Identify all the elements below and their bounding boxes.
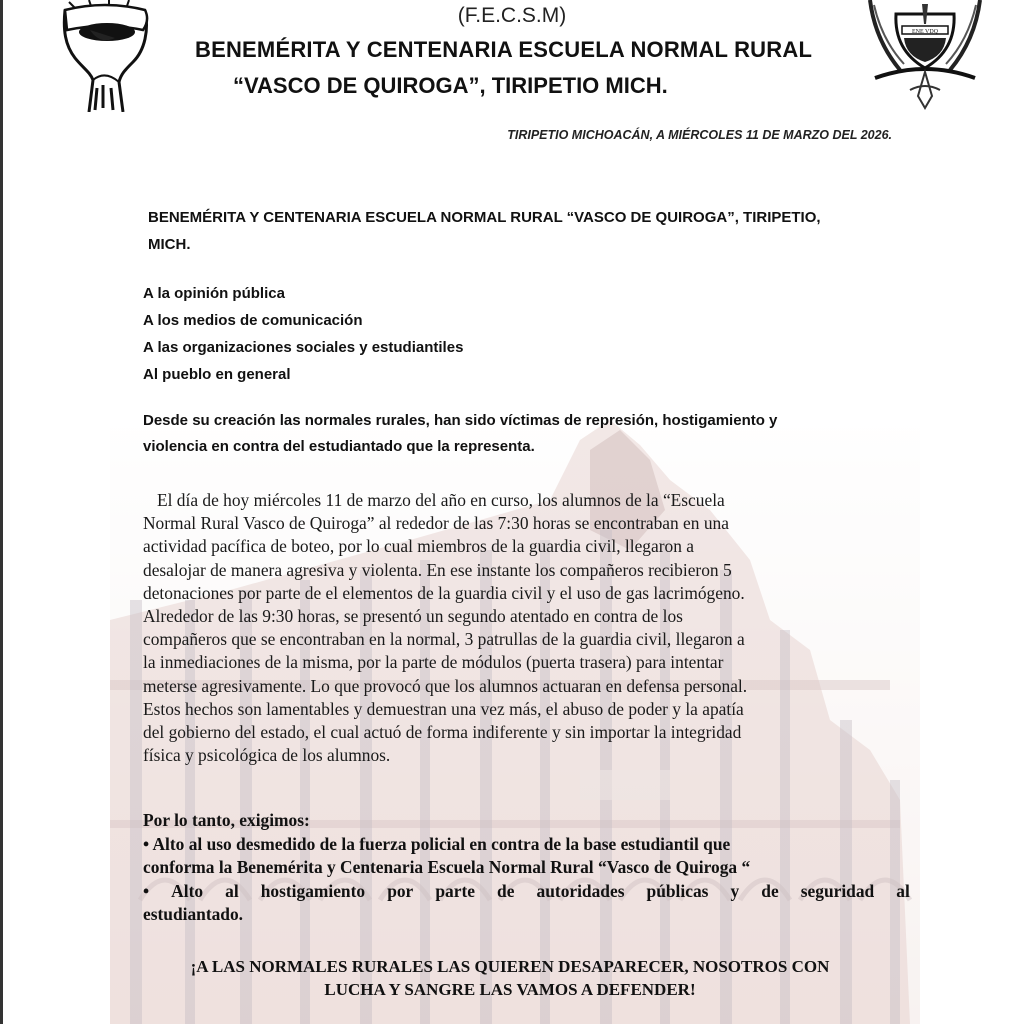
institution-heading	[148, 204, 908, 258]
paragraph-line: detonaciones por parte de el elementos de la guardia civil y el uso de gas lacrimógeno.	[143, 582, 745, 603]
letterhead-title-line2: “VASCO DE QUIROGA”, TIRIPETIO MICH.	[233, 73, 668, 98]
recipient-item: Al pueblo en general	[143, 366, 291, 383]
paragraph-line: Estos hechos son lamentables y demuestran una vez más, el abuso de poder y la apatía	[143, 698, 744, 719]
demand-item-1-line1: • Alto al uso desmedido de la fuerza policial en contra de la base estudiantil que	[143, 833, 731, 854]
demands-section	[143, 809, 910, 927]
word: y	[730, 880, 740, 901]
incident-paragraph	[143, 489, 913, 767]
word: Alto	[171, 880, 204, 901]
paragraph-line: meterse agresivamente. Lo que provocó que los alumnos actuaran en defensa personal.	[143, 675, 748, 696]
demands-heading: Por lo tanto, exigimos:	[143, 810, 310, 830]
recipients-list	[143, 280, 463, 388]
slogan-line2: LUCHA Y SANGRE LAS VAMOS A DEFENDER!	[324, 980, 696, 999]
paragraph-line: compañeros que se encontraban en la normal, 3 patrullas de la guardia civil, llegaron a	[143, 629, 745, 650]
recipient-item: A las organizaciones sociales y estudiantiles	[143, 339, 464, 356]
word: hostigamiento	[260, 880, 366, 901]
demand-item-1-line2: conforma la Benemérita y Centenaria Escuela Normal Rural “Vasco de Quiroga “	[143, 857, 751, 877]
word: al	[896, 880, 910, 901]
word: parte	[435, 880, 475, 901]
recipient-item: A la opinión pública	[143, 285, 285, 302]
word: públicas	[646, 880, 709, 901]
word: al	[225, 880, 239, 901]
institution-heading-line1: BENEMÉRITA Y CENTENARIA ESCUELA NORMAL RURAL “VASCO DE QUIROGA”, TIRIPETIO,	[148, 209, 821, 226]
word: de	[761, 880, 779, 901]
paragraph-line: actividad pacífica de boteo, por lo cual miembros de la guardia civil, llegaron a	[143, 536, 694, 557]
paragraph-line: del gobierno del estado, el cual actuó de forma indiferente y sin importar la integridad	[143, 722, 742, 743]
word: por	[387, 880, 414, 901]
paragraph-line: física y psicológica de los alumnos.	[143, 745, 391, 766]
closing-slogan	[130, 955, 890, 1001]
demand-item-2-line2: estudiantado.	[143, 904, 244, 924]
word: autoridades	[536, 880, 625, 901]
federation-abbreviation: (F.E.C.S.M)	[457, 4, 567, 27]
paragraph-line: Normal Rural Vasco de Quiroga” al rededor de las 7:30 horas se encontraban en una	[143, 513, 729, 534]
word: de	[497, 880, 515, 901]
paragraph-line: la inmediaciones de la misma, por la parte de módulos (puerta trasera) para intentar	[143, 652, 724, 673]
paragraph-line: desalojar de manera agresiva y violenta. En ese instante los compañeros recibieron 5	[143, 559, 732, 580]
word: seguridad	[800, 880, 875, 901]
slogan-line1: ¡A LAS NORMALES RURALES LAS QUIEREN DESAPARECER, NOSOTROS CON	[190, 957, 830, 976]
intro-paragraph	[143, 408, 893, 460]
intro-line2: violencia en contra del estudiantado que la representa.	[143, 438, 535, 455]
crest-text: ENE VDQ	[911, 29, 939, 35]
recipient-item: A los medios de comunicación	[143, 312, 363, 329]
dateline: TIRIPETIO MICHOACÁN, A MIÉRCOLES 11 DE MARZO DEL 2026.	[507, 128, 892, 142]
institution-heading-line2: MICH.	[148, 236, 191, 253]
paragraph-line: El día de hoy miércoles 11 de marzo del año en curso, los alumnos de la “Escuela	[157, 490, 725, 510]
word: •	[143, 880, 150, 901]
letterhead-title-line1: BENEMÉRITA Y CENTENARIA ESCUELA NORMAL RURAL	[195, 37, 813, 62]
intro-line1: Desde su creación las normales rurales, han sido víctimas de represión, hostigamiento y	[143, 412, 778, 429]
paragraph-line: Alrededor de las 9:30 horas, se presentó un segundo atentado en contra de los	[143, 606, 683, 627]
demand-item-2-line1	[143, 880, 910, 904]
page-left-border	[0, 0, 3, 1024]
